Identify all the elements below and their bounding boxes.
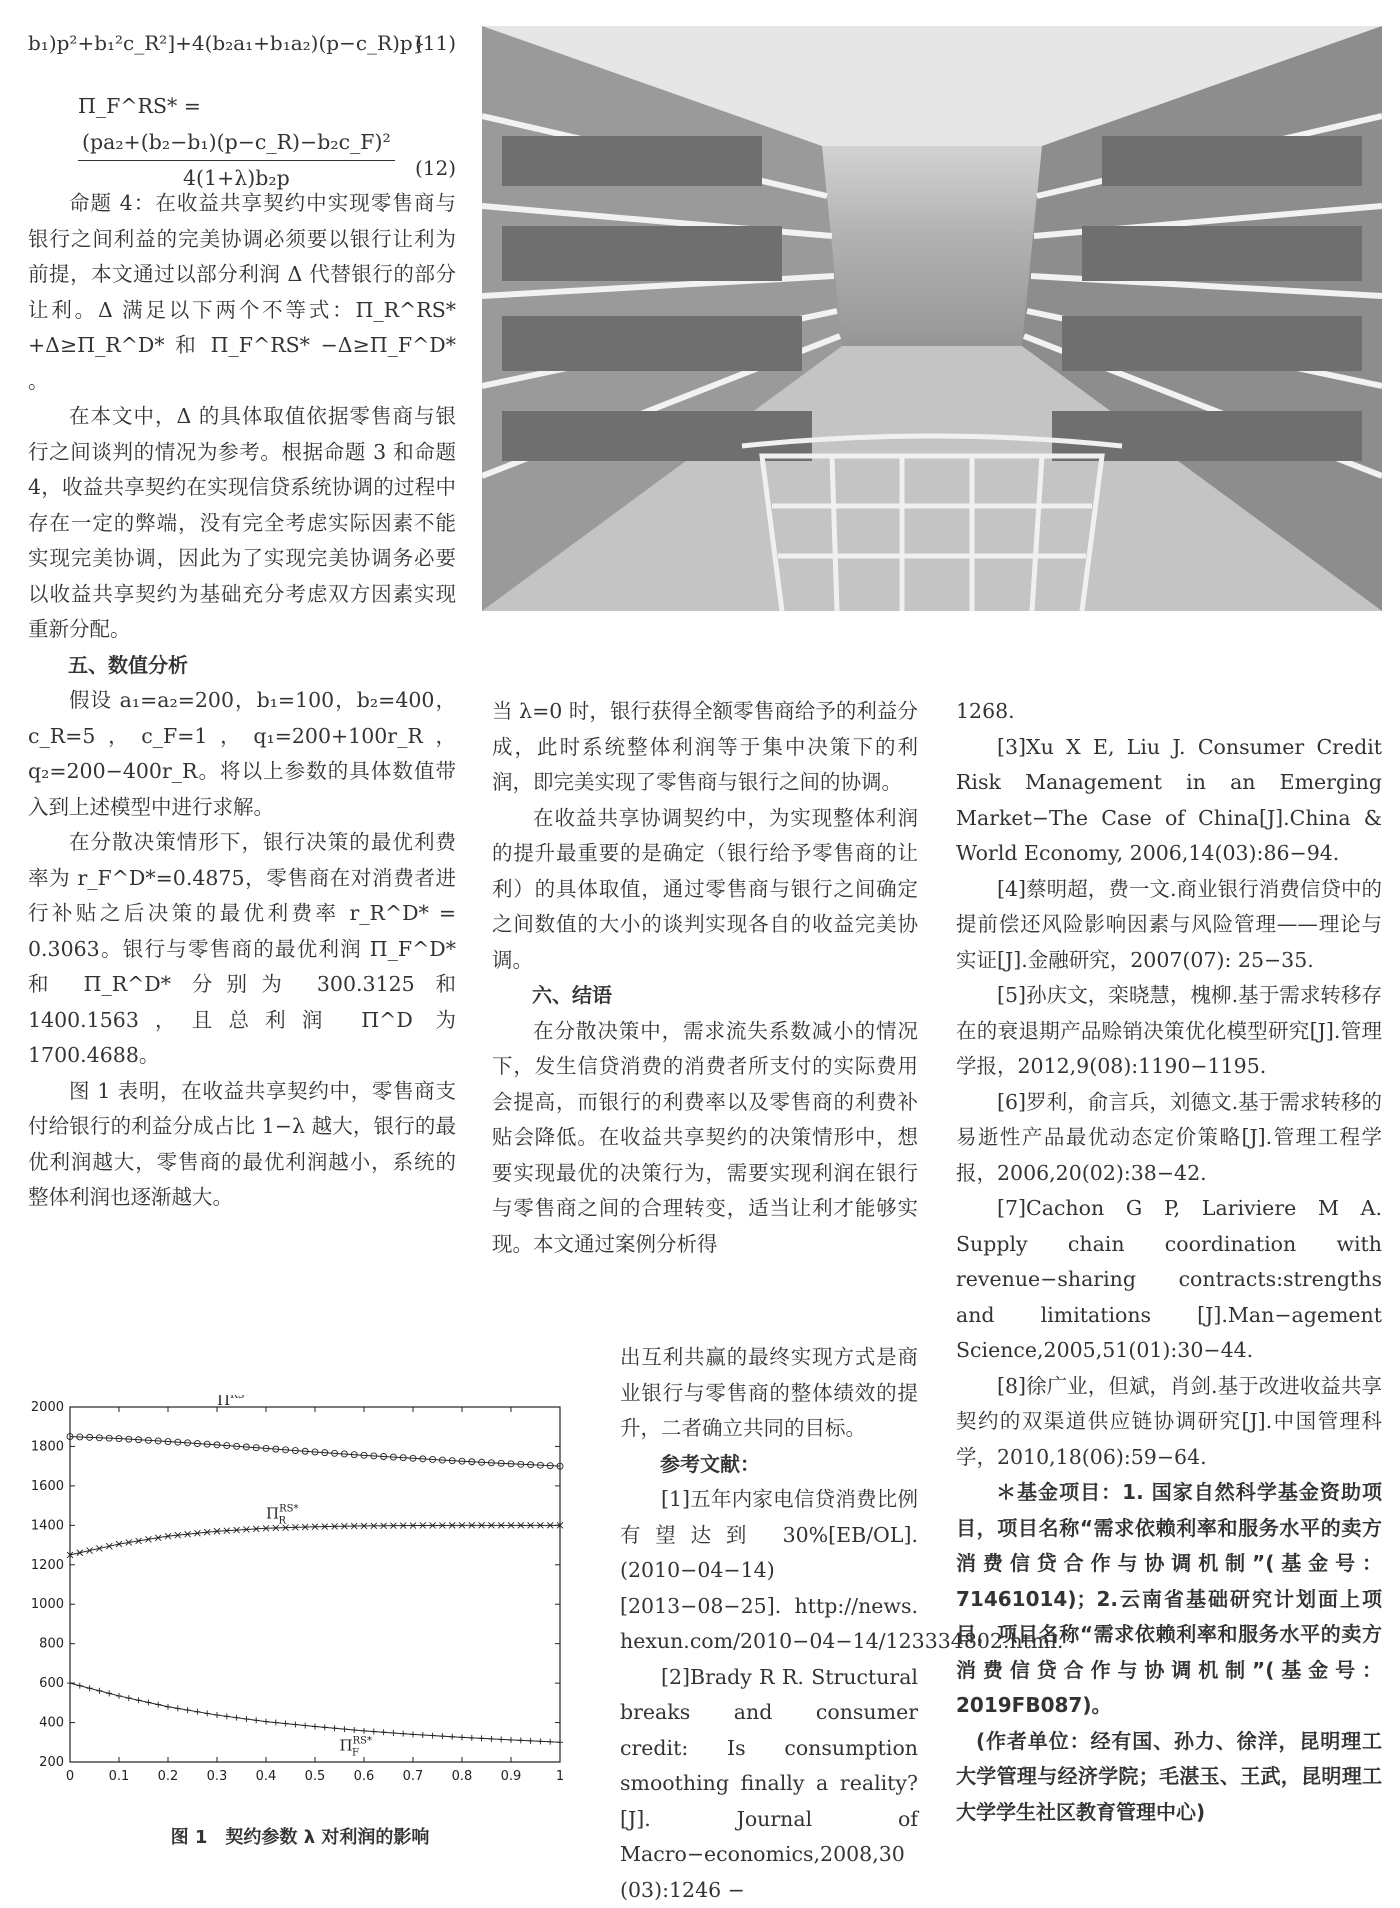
data-point: [145, 1699, 151, 1705]
y-tick-label: 1200: [31, 1558, 64, 1573]
data-point: [126, 1695, 132, 1701]
series-line: [70, 1437, 560, 1467]
references-heading: 参考文献：: [620, 1447, 918, 1483]
x-tick-label: 0.4: [256, 1769, 277, 1784]
author-affiliation: (作者单位：经有国、孙力、徐洋，昆明理工大学管理与经济学院；毛湛玉、王武，昆明理工大学学生社区教育管理中心): [956, 1724, 1382, 1831]
middle-column-lower: [620, 1340, 918, 1908]
section-6-heading: 六、结语: [492, 978, 918, 1014]
reference-2-tail: 1268.: [956, 694, 1382, 730]
reference-2: [2]Brady R R. Structural breaks and consumer credit: Is consumption smoothing finally a reality? [J]. Journal of Macro−economics,2008,30 (03):1246 −: [620, 1660, 918, 1908]
data-point: [439, 1733, 445, 1739]
series-label-sub: F: [352, 1748, 359, 1759]
data-point: [194, 1709, 200, 1715]
data-point: [204, 1710, 210, 1716]
data-point: [469, 1735, 475, 1741]
data-point: [449, 1734, 455, 1740]
x-tick-label: 0.7: [403, 1769, 424, 1784]
x-tick-label: 0: [66, 1769, 74, 1784]
paragraph-lambda-zero: 当 λ=0 时，银行获得全额零售商给予的利益分成，此时系统整体利润等于集中决策下的利润，即完美实现了零售商与银行之间的协调。: [492, 694, 918, 801]
data-point: [332, 1725, 338, 1731]
data-point: [459, 1734, 465, 1740]
data-point: [351, 1727, 357, 1733]
eq12-denominator: 4(1+λ)b₂p: [78, 161, 395, 197]
reference-6: [6]罗利，俞言兵，刘德文.基于需求转移的易逝性产品最优动态定价策略[J].管理工程学报，2006,20(02):38−42.: [956, 1085, 1382, 1192]
proposition-4: 命题 4：在收益共享契约中实现零售商与银行之间利益的完美协调必须要以银行让利为前提，本文通过以部分利润 Δ 代替银行的部分让利。Δ 满足以下两个不等式：Π_R^RS* +Δ≥Π_R^D* 和 Π_F^RS* −Δ≥Π_F^D* 。: [28, 186, 456, 399]
data-point: [341, 1726, 347, 1732]
series-label-sup: RS*: [230, 1395, 249, 1401]
data-point: [557, 1739, 563, 1745]
y-tick-label: 1800: [31, 1439, 64, 1454]
reference-7: [7]Cachon G P, Lariviere M A. Supply chain coordination with revenue−sharing contracts:strengths and limitations [J].Man−agement Science,2005,51(01):30−44.: [956, 1191, 1382, 1369]
left-column: [28, 26, 456, 1216]
eq12-number: (12): [415, 151, 456, 187]
y-tick-label: 1400: [31, 1518, 64, 1533]
series-label-sub: R: [278, 1515, 286, 1526]
data-point: [498, 1736, 504, 1742]
data-point: [430, 1733, 436, 1739]
reference-8: [8]徐广业，但斌，肖剑.基于改进收益共享契约的双渠道供应链协调研究[J].中国管理科学，2010,18(06):59−64.: [956, 1369, 1382, 1476]
data-point: [410, 1731, 416, 1737]
series-label: $\Pi^{RS*}$ F: [340, 1736, 372, 1759]
reference-4: [4]蔡明超，费一文.商业银行消费信贷中的提前偿还风险影响因素与风险管理——理论与实证[J].金融研究，2007(07): 25−35.: [956, 872, 1382, 979]
data-point: [165, 1704, 171, 1710]
data-point: [136, 1697, 142, 1703]
x-tick-label: 0.8: [452, 1769, 473, 1784]
paragraph-decentralized: 在分散决策情形下，银行决策的最优利费率为 r_F^D*=0.4875，零售商在对消费者进行补贴之后决策的最优利费率 r_R^D* = 0.3063。银行与零售商的最优利润 Π_F^D* 和 Π_R^D* 分别为 300.3125 和 1400.1563，且总利润 Π^D 为 1700.4688。: [28, 825, 456, 1074]
eq12-number-row: [28, 151, 456, 186]
x-tick-label: 0.2: [158, 1769, 179, 1784]
series-line: [70, 1525, 560, 1555]
series-label-sup: RS*: [279, 1503, 298, 1514]
eq11-number: (11): [415, 26, 456, 62]
data-point: [273, 1720, 279, 1726]
data-point: [400, 1731, 406, 1737]
data-point: [302, 1723, 308, 1729]
paragraph-conclusion-a: 在分散决策中，需求流失系数减小的情况下，发生信贷消费的消费者所支付的实际费用会提高，而银行的利费率以及零售商的利费补贴会降低。在收益共享契约的决策情形中，想要实现最优的决策行为，需要实现利润在银行与零售商之间的合理转变，适当让利才能够实现。本文通过案例分析得: [492, 1014, 918, 1263]
figure-caption: 图 1 契约参数 λ 对利润的影响: [20, 1823, 580, 1849]
series-label: $\Pi^{RS*}$: [217, 1395, 249, 1409]
data-point: [283, 1721, 289, 1727]
data-point: [488, 1736, 494, 1742]
fund-note: ＊基金项目：1. 国家自然科学基金资助项目，项目名称“需求依赖利率和服务水平的卖方消费信贷合作与协调机制”(基金号：71461014)；2.云南省基础研究计划面上项目，项目名称“需求依赖利率和服务水平的卖方消费信贷合作与协调机制”(基金号：2019FB087)。: [956, 1475, 1382, 1724]
y-tick-label: 600: [39, 1676, 64, 1691]
x-tick-label: 0.3: [207, 1769, 228, 1784]
paragraph-assumption: 假设 a₁=a₂=200，b₁=100，b₂=400，c_R=5，c_F=1，q₁=200+100r_R，q₂=200−400r_R。将以上参数的具体数值带入到上述模型中进行求解。: [28, 683, 456, 825]
eq12-lhs: Π_F^RS* =: [78, 94, 201, 118]
y-tick-label: 1000: [31, 1597, 64, 1612]
series-label-sup: RS*: [353, 1736, 372, 1747]
data-point: [479, 1735, 485, 1741]
x-tick-label: 0.9: [501, 1769, 522, 1784]
supermarket-aisle-photo: [482, 26, 1382, 611]
data-point: [547, 1739, 553, 1745]
reference-5: [5]孙庆文，栾晓慧，槐柳.基于需求转移存在的衰退期产品赊销决策优化模型研究[J].管理学报，2012,9(08):1190−1195.: [956, 978, 1382, 1085]
data-point: [253, 1717, 259, 1723]
profit-lambda-chart: [20, 1395, 600, 1815]
data-point: [361, 1728, 367, 1734]
data-point: [312, 1724, 318, 1730]
data-point: [77, 1683, 83, 1689]
series-line: [70, 1683, 560, 1742]
x-tick-label: 1: [556, 1769, 564, 1784]
data-point: [381, 1729, 387, 1735]
section-5-heading: 五、数值分析: [28, 648, 456, 684]
paragraph-conclusion-b: 出互利共赢的最终实现方式是商业银行与零售商的整体绩效的提升，二者确立共同的目标。: [620, 1340, 918, 1447]
reference-1: [1]五年内家电信贷消费比例有望达到 30%[EB/OL]. (2010−04−14) [2013−08−25]. http://news. hexun.com/2010−04−14/123334802.html.: [620, 1482, 918, 1660]
y-tick-label: 200: [39, 1755, 64, 1770]
data-point: [420, 1732, 426, 1738]
data-point: [155, 1702, 161, 1708]
data-point: [175, 1705, 181, 1711]
series-label: $\Pi^{RS*}$ R: [266, 1503, 298, 1526]
data-point: [322, 1724, 328, 1730]
data-point: [390, 1730, 396, 1736]
paragraph-delta: 在本文中，Δ 的具体取值依据零售商与银行之间谈判的情况为参考。根据命题 3 和命题 4，收益共享契约在实现信贷系统协调的过程中存在一定的弊端，没有完全考虑实际因素不能实现完美协调，因此为了实现完美协调务必要以收益共享契约为基础充分考虑双方因素实现重新分配。: [28, 399, 456, 648]
y-tick-label: 800: [39, 1637, 64, 1652]
data-point: [528, 1738, 534, 1744]
y-tick-label: 2000: [31, 1400, 64, 1415]
y-tick-label: 1600: [31, 1479, 64, 1494]
data-point: [185, 1707, 191, 1713]
equation-11: [28, 26, 456, 61]
data-point: [371, 1729, 377, 1735]
data-point: [518, 1737, 524, 1743]
x-tick-label: 0.1: [109, 1769, 130, 1784]
data-point: [243, 1716, 249, 1722]
plot-frame: [70, 1407, 560, 1762]
data-point: [67, 1680, 73, 1686]
data-point: [96, 1688, 102, 1694]
x-tick-label: 0.6: [354, 1769, 375, 1784]
supermarket-illustration: [482, 26, 1382, 611]
data-point: [87, 1685, 93, 1691]
equation-12: [28, 81, 456, 151]
data-point: [224, 1713, 230, 1719]
middle-column: [492, 694, 918, 1262]
right-column: [956, 694, 1382, 1830]
eq12-numerator: (pa₂+(b₂−b₁)(p−c_R)−b₂c_F)²: [78, 125, 395, 162]
paragraph-figure-note: 图 1 表明，在收益共享契约中，零售商支付给银行的利益分成占比 1−λ 越大，银行的最优利润越大，零售商的最优利润越小，系统的整体利润也逐渐越大。: [28, 1074, 456, 1216]
data-point: [508, 1737, 514, 1743]
x-tick-label: 0.5: [305, 1769, 326, 1784]
data-point: [234, 1715, 240, 1721]
data-point: [106, 1690, 112, 1696]
data-point: [537, 1738, 543, 1744]
paragraph-contract: 在收益共享协调契约中，为实现整体利润的提升最重要的是确定（银行给予零售商的让利）的具体取值，通过零售商与银行之间确定之间数值的大小的谈判实现各自的收益完美协调。: [492, 801, 918, 979]
data-point: [263, 1719, 269, 1725]
data-point: [116, 1693, 122, 1699]
data-point: [214, 1712, 220, 1718]
eq11-expression: b₁)p²+b₁²c_R²]+4(b₂a₁+b₁a₂)(p−c_R)p}: [28, 31, 425, 55]
data-point: [292, 1722, 298, 1728]
y-tick-label: 400: [39, 1716, 64, 1731]
reference-3: [3]Xu X E, Liu J. Consumer Credit Risk Management in an Emerging Market−The Case of China[J].China & World Economy, 2006,14(03):86−94.: [956, 730, 1382, 872]
figure-1: [20, 1395, 600, 1855]
